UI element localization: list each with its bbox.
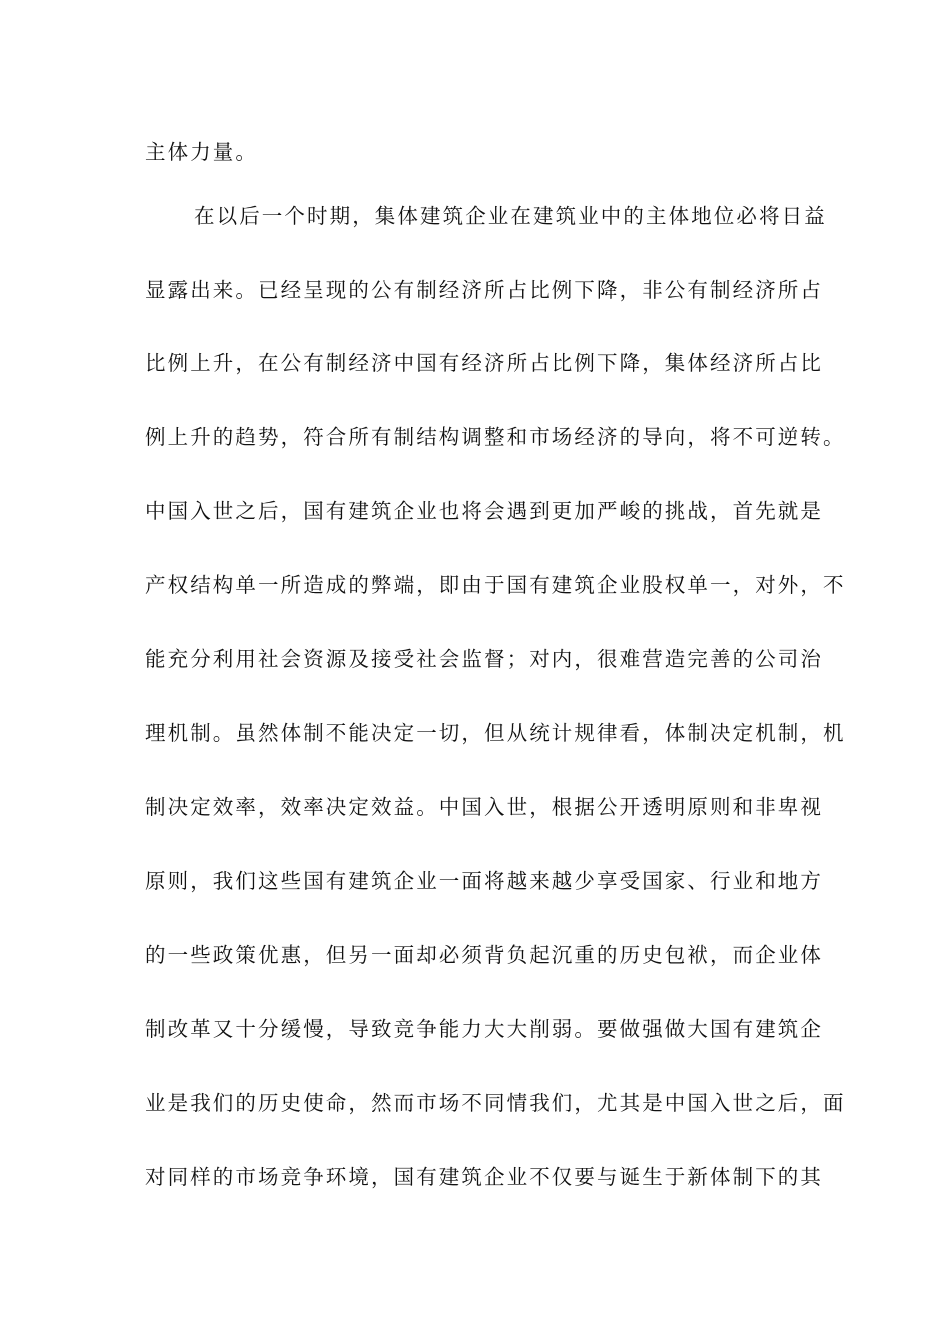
text-line-8: 能充分利用社会资源及接受社会监督；对内，很难营造完善的公司治 <box>145 647 823 671</box>
text-line-13: 制改革又十分缓慢，导致竞争能力大大削弱。要做强做大国有建筑企 <box>145 1017 823 1041</box>
text-line-6: 中国入世之后，国有建筑企业也将会遇到更加严峻的挑战，首先就是 <box>145 499 823 523</box>
text-line-12: 的一些政策优惠，但另一面却必须背负起沉重的历史包袱，而企业体 <box>145 943 823 967</box>
text-line-7: 产权结构单一所造成的弊端，即由于国有建筑企业股权单一，对外，不 <box>145 573 846 597</box>
text-line-5: 例上升的趋势，符合所有制结构调整和市场经济的导向，将不可逆转。 <box>145 425 846 449</box>
text-line-10: 制决定效率，效率决定效益。中国入世，根据公开透明原则和非卑视 <box>145 795 823 819</box>
text-line-9: 理机制。虽然体制不能决定一切，但从统计规律看，体制决定机制，机 <box>145 721 846 745</box>
text-line-3: 显露出来。已经呈现的公有制经济所占比例下降，非公有制经济所占 <box>145 278 823 302</box>
text-line-11: 原则，我们这些国有建筑企业一面将越来越少享受国家、行业和地方 <box>145 869 823 893</box>
text-line-1: 主体力量。 <box>145 140 258 164</box>
text-line-4: 比例上升，在公有制经济中国有经济所占比例下降，集体经济所占比 <box>145 351 823 375</box>
text-line-14: 业是我们的历史使命，然而市场不同情我们，尤其是中国入世之后，面 <box>145 1091 846 1115</box>
paragraph-start-line: 在以后一个时期，集体建筑企业在建筑业中的主体地位必将日益 <box>194 204 827 228</box>
text-line-15: 对同样的市场竞争环境，国有建筑企业不仅要与诞生于新体制下的其 <box>145 1165 823 1189</box>
